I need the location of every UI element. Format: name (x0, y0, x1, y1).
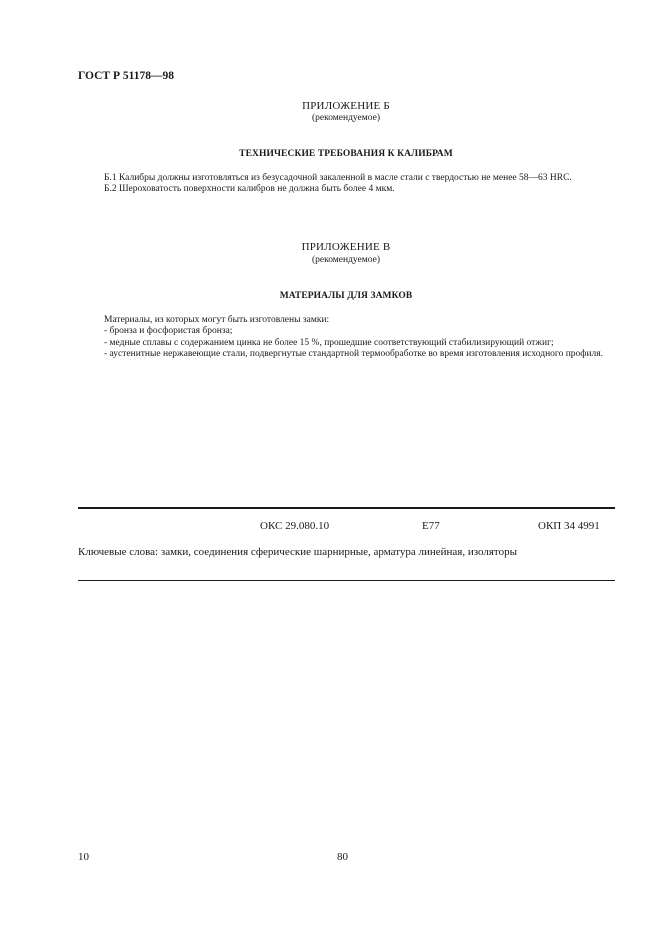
appendix-v-subtitle: (рекомендуемое) (311, 255, 381, 265)
oks-code: ОКС 29.080.10 (260, 520, 330, 532)
appendix-b-item-1: Б.1 Калибры должны изготовляться из безусадочной закаленной в масле стали с твердостью не менее 58—63 HRC. (104, 173, 572, 183)
group-code: Е77 (422, 520, 440, 532)
appendix-v-item-1: - бронза и фосфористая бронза; (104, 326, 233, 337)
appendix-v-item-3: - аустенитные нержавеющие стали, подвергнутые стандартной термообработке во время изготовления исходного профиля. (104, 349, 604, 360)
appendix-v-intro: Материалы, из которых могут быть изготовлены замки: (104, 315, 330, 325)
divider-bottom (78, 580, 615, 581)
appendix-b-item-2: Б.2 Шероховатость поверхности калибров не должна быть более 4 мкм. (104, 184, 395, 195)
appendix-v-item-2: - медные сплавы с содержанием цинка не более 15 %, прошедшие соответствующий стабилизирующий отжиг; (104, 337, 554, 348)
keywords: Ключевые слова: замки, соединения сферические шарнирные, арматура линейная, изоляторы (78, 546, 517, 558)
appendix-v-section-title: МАТЕРИАЛЫ ДЛЯ ЗАМКОВ (279, 291, 413, 301)
footer-left-number: 10 (78, 851, 89, 863)
standard-code: ГОСТ Р 51178—98 (78, 70, 174, 82)
appendix-b-section-title: ТЕХНИЧЕСКИЕ ТРЕБОВАНИЯ К КАЛИБРАМ (239, 149, 453, 159)
okp-code: ОКП 34 4991 (538, 520, 600, 532)
appendix-v-body (78, 315, 615, 361)
appendix-b-title: ПРИЛОЖЕНИЕ Б (302, 100, 390, 112)
divider-top (78, 507, 615, 509)
appendix-b-subtitle: (рекомендуемое) (311, 113, 381, 123)
appendix-v-title: ПРИЛОЖЕНИЕ В (301, 241, 391, 253)
appendix-b-body (78, 173, 615, 196)
page-number: 80 (337, 851, 348, 863)
